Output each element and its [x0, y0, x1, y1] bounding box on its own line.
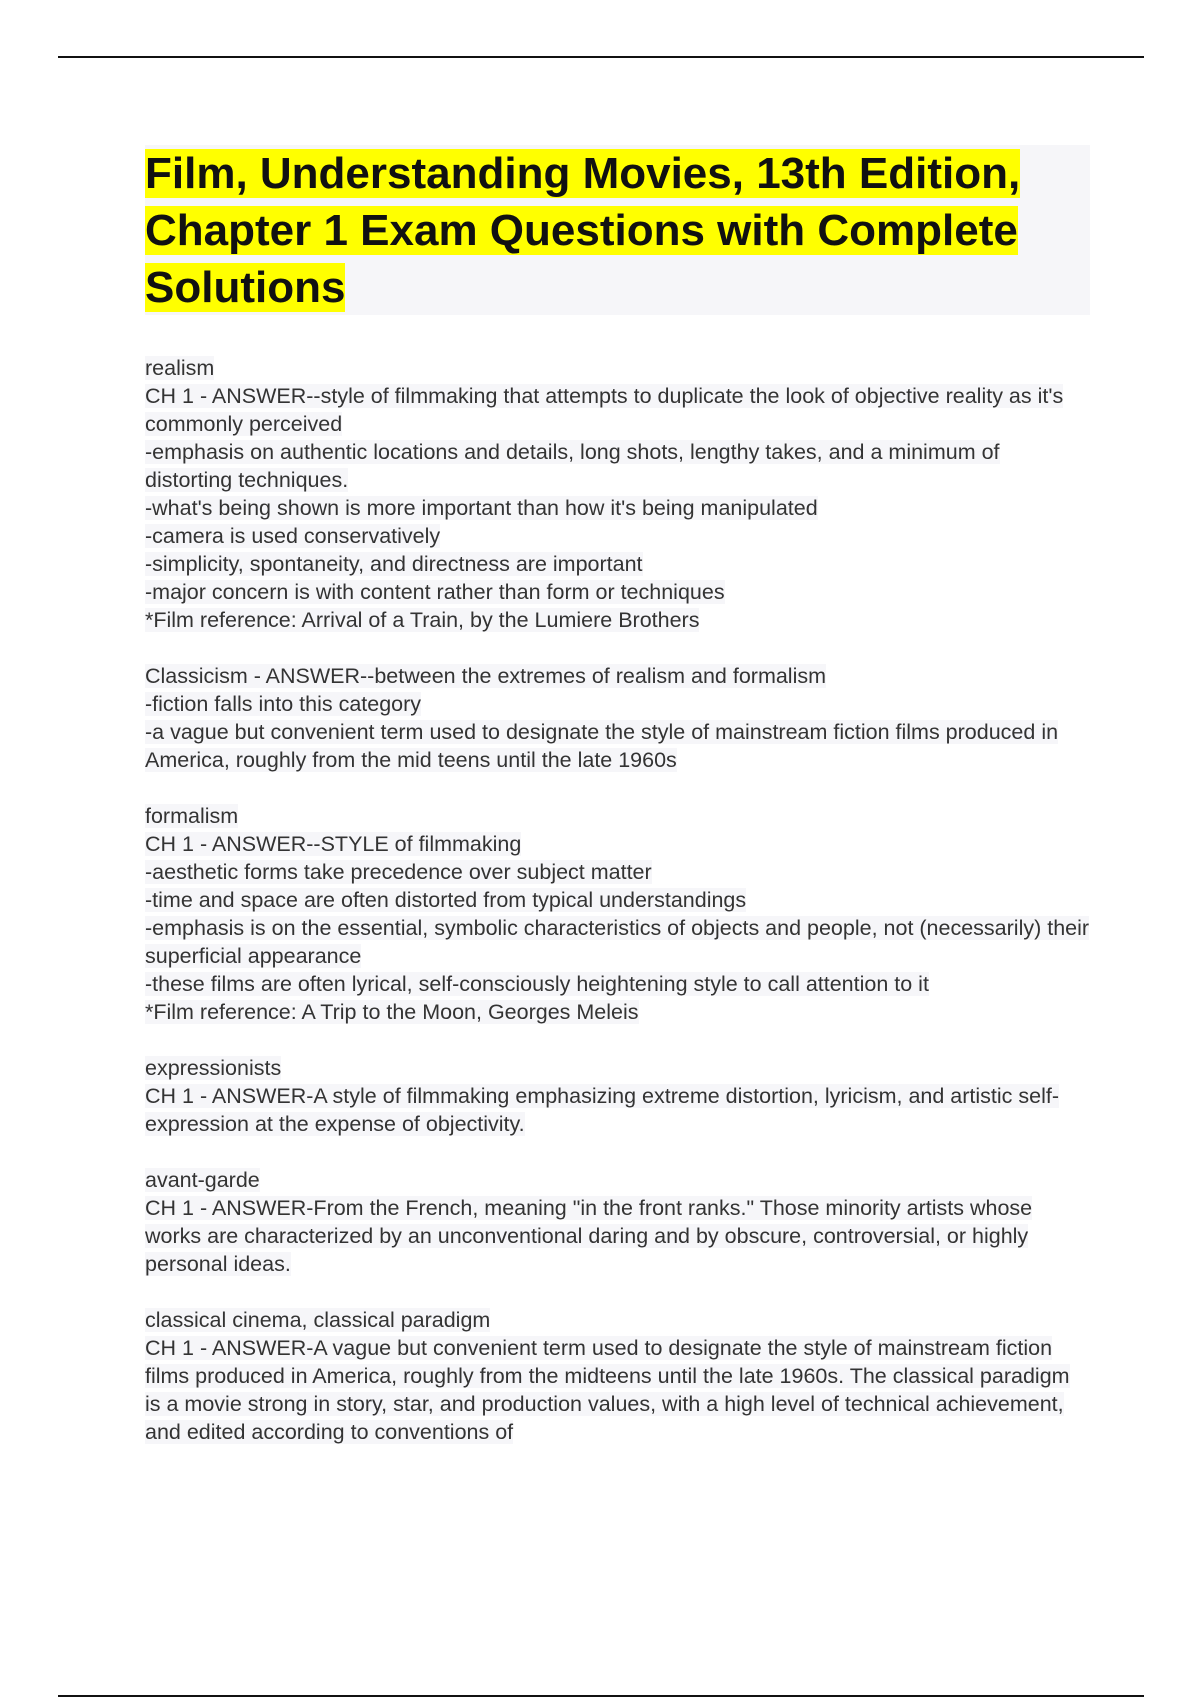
entry-line-text: -a vague but convenient term used to designate the style of mainstream fiction films produced in America, roughly from the mid teens until the late 1960s — [145, 720, 1059, 772]
entry-term-text: Classicism - ANSWER--between the extremes of realism and formalism — [145, 664, 827, 688]
entry-term — [145, 662, 1090, 690]
entry-line-text: -what's being shown is more important than how it's being manipulated — [145, 496, 818, 520]
entry-term-text: formalism — [145, 804, 239, 828]
entry-line — [145, 858, 1090, 886]
entry-line-text: -time and space are often distorted from typical understandings — [145, 888, 747, 912]
document-title — [145, 145, 1090, 316]
qa-entry — [145, 1054, 1090, 1138]
entry-line-text: *Film reference: Arrival of a Train, by the Lumiere Brothers — [145, 608, 700, 632]
entry-line — [145, 914, 1090, 970]
entry-term — [145, 802, 1090, 830]
entry-line — [145, 830, 1090, 858]
entry-line — [145, 998, 1090, 1026]
entry-line-text: -simplicity, spontaneity, and directness are important — [145, 552, 643, 576]
entry-line-text: CH 1 - ANSWER--style of filmmaking that attempts to duplicate the look of objective reality as it's commonly perceived — [145, 384, 1064, 436]
entry-line-text: -these films are often lyrical, self-consciously heightening style to call attention to it — [145, 972, 929, 996]
entry-line — [145, 494, 1090, 522]
entry-line-text: -camera is used conservatively — [145, 524, 441, 548]
entry-term — [145, 1166, 1090, 1194]
entry-line-text: *Film reference: A Trip to the Moon, Georges Meleis — [145, 1000, 639, 1024]
entry-line-text: CH 1 - ANSWER-From the French, meaning "in the front ranks." Those minority artists whose works are characterized by an unconventional daring and by obscure, controversial, or highly personal ideas. — [145, 1196, 1033, 1276]
entry-term — [145, 1306, 1090, 1334]
entry-line-text: CH 1 - ANSWER-A vague but convenient term used to designate the style of mainstream fiction films produced in America, roughly from the midteens until the late 1960s. The classical paradigm is a movie strong in story, star, and production values, with a high level of technical achievement, and edited according to conventions of — [145, 1336, 1070, 1444]
entry-term-text: classical cinema, classical paradigm — [145, 1308, 491, 1332]
entry-line — [145, 718, 1090, 774]
entry-line — [145, 1334, 1090, 1446]
entry-line-text: -major concern is with content rather than form or techniques — [145, 580, 725, 604]
entry-line-text: -emphasis is on the essential, symbolic characteristics of objects and people, not (necessarily) their superficial appearance — [145, 916, 1090, 968]
qa-entry — [145, 354, 1090, 634]
bottom-rule — [58, 1695, 1144, 1697]
entry-line — [145, 606, 1090, 634]
entry-line — [145, 438, 1090, 494]
qa-entry — [145, 662, 1090, 774]
entry-line-text: CH 1 - ANSWER-A style of filmmaking emphasizing extreme distortion, lyricism, and artistic self-expression at the expense of objectivity. — [145, 1084, 1060, 1136]
entry-line — [145, 970, 1090, 998]
entry-line-text: CH 1 - ANSWER--STYLE of filmmaking — [145, 832, 522, 856]
document-body — [145, 354, 1090, 1474]
entry-line — [145, 550, 1090, 578]
entry-line — [145, 690, 1090, 718]
entry-term-text: realism — [145, 356, 215, 380]
entry-term — [145, 1054, 1090, 1082]
qa-entry — [145, 1306, 1090, 1446]
qa-entry — [145, 1166, 1090, 1278]
entry-line — [145, 578, 1090, 606]
entry-line — [145, 1082, 1090, 1138]
entry-term-text: avant-garde — [145, 1168, 260, 1192]
title-highlight: Film, Understanding Movies, 13th Edition, Chapter 1 Exam Questions with Complete Solutions — [145, 149, 1021, 312]
entry-line — [145, 522, 1090, 550]
qa-entry — [145, 802, 1090, 1026]
entry-line-text: -aesthetic forms take precedence over subject matter — [145, 860, 652, 884]
entry-line — [145, 382, 1090, 438]
title-block — [145, 145, 1090, 315]
entry-line-text: -fiction falls into this category — [145, 692, 422, 716]
entry-term — [145, 354, 1090, 382]
entry-term-text: expressionists — [145, 1056, 282, 1080]
entry-line — [145, 886, 1090, 914]
top-rule — [58, 56, 1144, 58]
entry-line-text: -emphasis on authentic locations and details, long shots, lengthy takes, and a minimum of distorting techniques. — [145, 440, 1000, 492]
entry-line — [145, 1194, 1090, 1278]
